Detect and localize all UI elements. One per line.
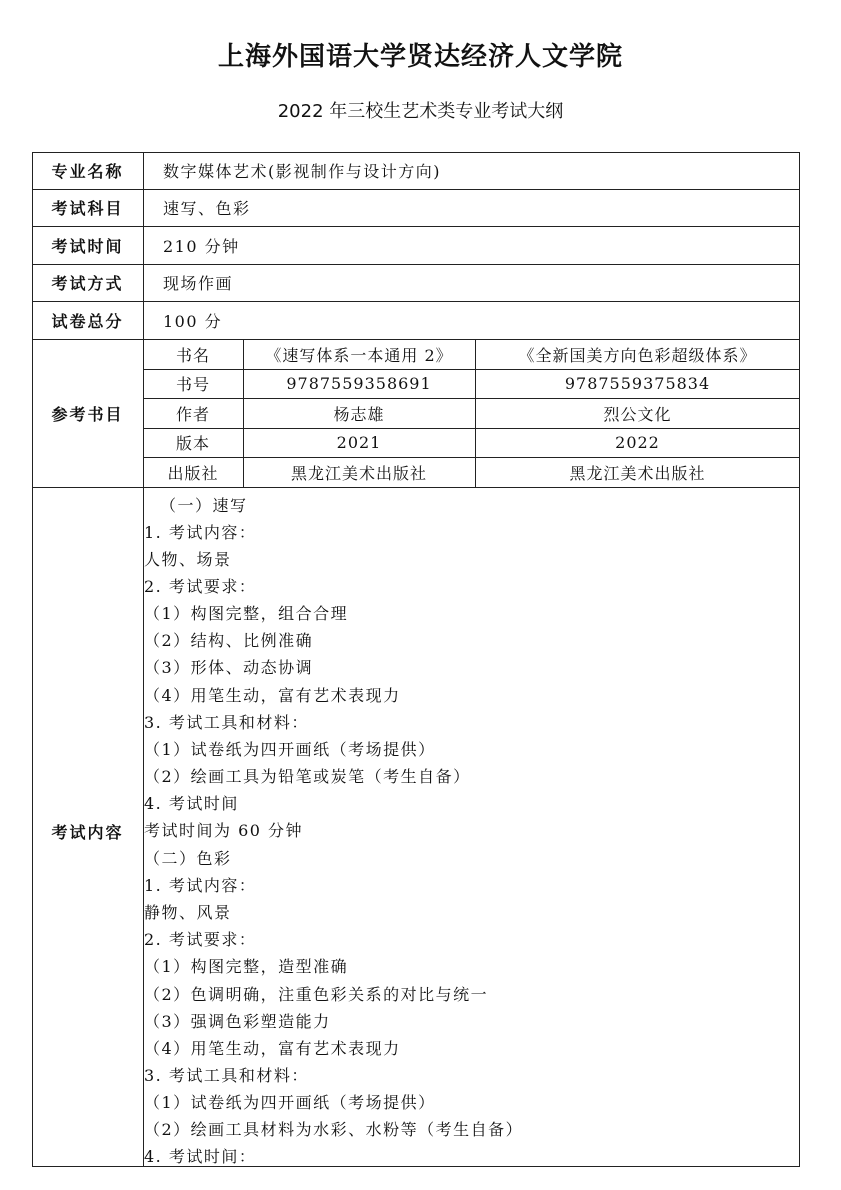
book2-isbn: 9787559375834 — [564, 374, 711, 393]
ref-field-edition: 版本 — [175, 434, 210, 453]
content-line: （2）绘画工具材料为水彩、水粉等（考生自备） — [144, 1120, 524, 1139]
ref-field-author: 作者 — [175, 404, 210, 424]
content-line: （4）用笔生动，富有艺术表现力 — [144, 686, 401, 705]
document-title: 上海外国语大学贤达经济人文学院 — [217, 42, 623, 72]
label-time: 考试时间 — [51, 236, 124, 256]
book1-publisher: 黑龙江美术出版社 — [290, 463, 427, 483]
document-subtitle: 2022 年三校生艺术类专业考试大纲 — [277, 101, 564, 122]
content-line: 4. 考试时间： — [144, 1147, 257, 1166]
content-line: （4）用笔生动，富有艺术表现力 — [144, 1039, 401, 1058]
label-references: 参考书目 — [51, 404, 124, 424]
ref-field-title: 书名 — [175, 345, 210, 365]
row-divider — [32, 487, 800, 488]
label-score: 试卷总分 — [51, 311, 124, 331]
content-line: 1. 考试内容： — [144, 876, 257, 895]
content-line: （1）构图完整，造型准确 — [144, 957, 349, 976]
content-line: （1）试卷纸为四开画纸（考场提供） — [144, 740, 436, 759]
content-line: （二）色彩 — [144, 849, 232, 868]
content-line: 3. 考试工具和材料： — [144, 1066, 309, 1085]
content-line: （1）试卷纸为四开画纸（考场提供） — [144, 1093, 436, 1112]
content-line: （2）结构、比例准确 — [144, 631, 314, 650]
book1-isbn: 9787559358691 — [286, 374, 432, 393]
label-content: 考试内容 — [51, 822, 124, 842]
content-line: 2. 考试要求： — [144, 930, 257, 949]
content-line: （2）色调明确，注重色彩关系的对比与统一 — [144, 985, 489, 1004]
content-line: 考试时间为 60 分钟 — [144, 821, 304, 840]
content-line: （1）构图完整，组合合理 — [144, 604, 349, 623]
content-line: （3）强调色彩塑造能力 — [144, 1012, 331, 1031]
content-line: 人物、场景 — [144, 550, 232, 569]
value-score: 100 分 — [163, 311, 223, 331]
content-line: 2. 考试要求： — [144, 577, 257, 596]
book1-edition: 2021 — [336, 433, 382, 452]
content-line: （2）绘画工具为铅笔或炭笔（考生自备） — [144, 767, 471, 786]
content-line: （3）形体、动态协调 — [144, 658, 314, 677]
book2-author: 烈公文化 — [603, 404, 672, 424]
ref-field-publisher: 出版社 — [167, 463, 219, 483]
book2-edition: 2022 — [615, 433, 660, 452]
label-method: 考试方式 — [51, 274, 124, 293]
content-line: 静物、风景 — [144, 903, 232, 922]
book1-author: 杨志雄 — [333, 404, 385, 424]
value-subject: 速写、色彩 — [163, 199, 251, 218]
content-line: 4. 考试时间 — [144, 794, 239, 813]
book2-publisher: 黑龙江美术出版社 — [569, 463, 706, 483]
label-subject: 考试科目 — [51, 199, 124, 218]
content-line: 1. 考试内容： — [144, 523, 257, 542]
value-major: 数字媒体艺术(影视制作与设计方向) — [163, 162, 441, 181]
content-line: （一）速写 — [160, 496, 248, 515]
label-major: 专业名称 — [51, 162, 124, 181]
content-line: 3. 考试工具和材料： — [144, 713, 309, 732]
value-method: 现场作画 — [163, 274, 234, 293]
ref-field-isbn: 书号 — [175, 375, 210, 394]
value-time: 210 分钟 — [163, 236, 240, 256]
book2-title: 《全新国美方向色彩超级体系》 — [518, 345, 757, 365]
book1-title: 《速写体系一本通用 2》 — [265, 345, 453, 365]
